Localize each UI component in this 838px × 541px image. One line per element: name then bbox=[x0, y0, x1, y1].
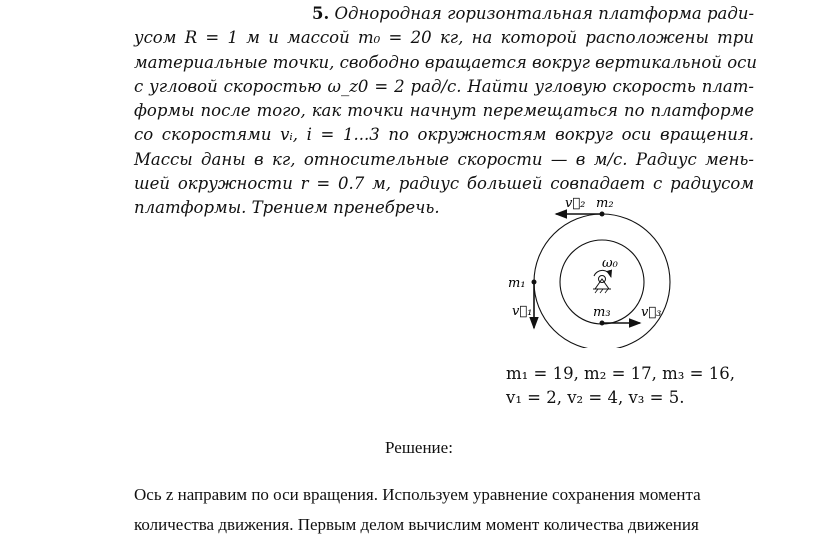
given-velocities: v₁ = 2, v₂ = 4, v₃ = 5. bbox=[506, 388, 685, 407]
given-values bbox=[506, 362, 735, 410]
problem-line-3: материальные точки, свободно вращается вокруг вертикальной оси bbox=[134, 52, 758, 72]
v2-label: v⃗₂ bbox=[565, 196, 586, 211]
m1-label: m₁ bbox=[508, 276, 526, 291]
platform-diagram bbox=[490, 188, 690, 348]
problem-number: 5. bbox=[312, 4, 330, 23]
solution-text bbox=[134, 480, 759, 540]
v3-label: v⃗₃ bbox=[641, 305, 662, 320]
v1-label: v⃗₁ bbox=[512, 304, 533, 319]
problem-line-4: с угловой скоростью ω_z0 = 2 рад/с. Найти угловую скорость плат- bbox=[134, 76, 754, 96]
m3-label: m₃ bbox=[593, 305, 611, 320]
solution-line-1: Ось z направим по оси вращения. Используем уравнение сохранения момента bbox=[134, 485, 701, 504]
problem-line-5: формы после того, как точки начнут перемещаться по платформе bbox=[134, 101, 754, 121]
problem-line-7: Массы даны в кг, относительные скорости — в м/с. Радиус мень- bbox=[134, 149, 754, 169]
problem-line-9: платформы. Трением пренебречь. bbox=[134, 198, 440, 218]
omega0-label: ω₀ bbox=[602, 256, 618, 271]
problem-text: Однородная горизонтальная платформа ради- bbox=[334, 4, 755, 23]
problem-line-6: со скоростями vᵢ, i = 1...3 по окружностям вокруг оси вращения. bbox=[134, 125, 754, 145]
problem-line-2: усом R = 1 м и массой m₀ = 20 кг, на которой расположены три bbox=[134, 28, 754, 48]
solution-heading: Решение: bbox=[385, 438, 453, 457]
axis-support-icon bbox=[593, 276, 611, 294]
outer-circle bbox=[534, 214, 670, 348]
problem-line-1 bbox=[134, 2, 754, 26]
m2-label: m₂ bbox=[596, 196, 614, 211]
given-masses: m₁ = 19, m₂ = 17, m₃ = 16, bbox=[506, 364, 735, 383]
solution-line-2: количества движения. Первым делом вычислим момент количества движения bbox=[134, 515, 699, 534]
problem-line-8: шей окружности r = 0.7 м, радиус большей совпадает с радиусом bbox=[134, 174, 754, 194]
